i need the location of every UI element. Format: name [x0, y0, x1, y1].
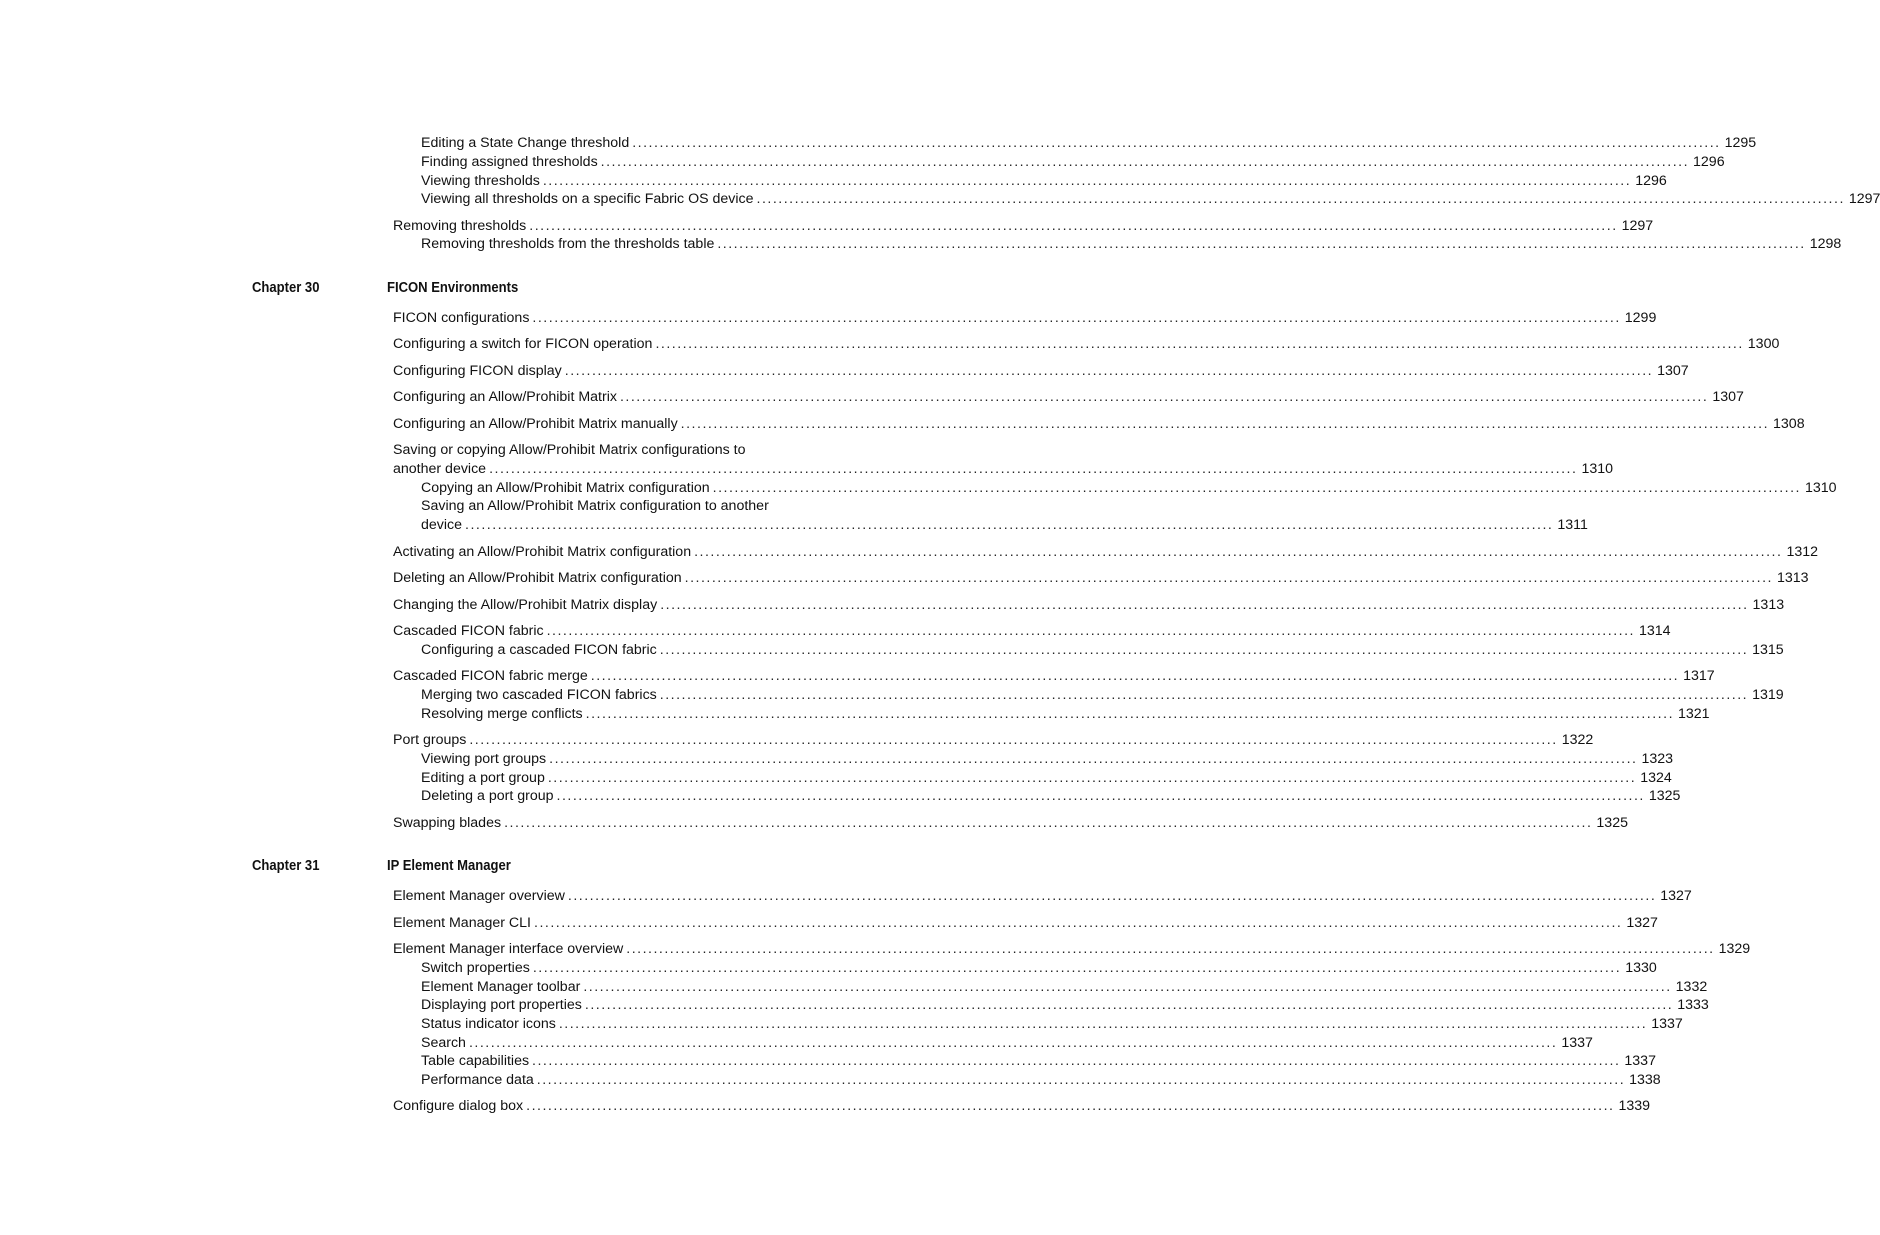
leader-dots: ........................................................................................................................................................................................................	[567, 888, 1657, 904]
leader-dots: ........................................................................................................................................................................................................	[756, 191, 1845, 207]
leader-dots: ........................................................................................................................................................................................................	[558, 1016, 1648, 1032]
leader-dots: ........................................................................................................................................................................................................	[532, 960, 1622, 976]
entry-page: 1296	[1635, 173, 1667, 189]
entry-title: Removing thresholds from the thresholds table	[421, 236, 715, 252]
chapter-label: Chapter 31	[252, 858, 320, 874]
toc-entry[interactable]	[421, 1071, 1661, 1090]
entry-page: 1329	[1718, 941, 1751, 957]
toc-entry[interactable]	[421, 1034, 1593, 1053]
toc-entry[interactable]	[421, 996, 1709, 1015]
leader-dots: ........................................................................................................................................................................................................	[655, 336, 1744, 352]
entry-title: Activating an Allow/Prohibit Matrix configuration	[393, 544, 692, 560]
entry-title: Status indicator icons	[421, 1016, 556, 1032]
leader-dots: ........................................................................................................................................................................................................	[564, 363, 1654, 379]
entry-title: Viewing port groups	[421, 751, 547, 767]
entry-page: 1327	[1626, 915, 1658, 931]
entry-page: 1299	[1624, 310, 1657, 326]
leader-dots: ........................................................................................................................................................................................................	[712, 480, 1801, 496]
entry-page: 1325	[1596, 815, 1628, 831]
entry-page: 1317	[1683, 668, 1715, 684]
entry-title: Deleting an Allow/Prohibit Matrix configuration	[393, 570, 682, 586]
leader-dots: ........................................................................................................................................................................................................	[532, 310, 1621, 326]
leader-dots: ........................................................................................................................................................................................................	[684, 570, 1773, 586]
toc-entry[interactable]	[393, 667, 1715, 686]
entry-title: Cascaded FICON fabric merge	[393, 668, 588, 684]
leader-dots: ........................................................................................................................................................................................................	[526, 1098, 1615, 1114]
leader-dots: ........................................................................................................................................................................................................	[584, 997, 1674, 1013]
entry-page: 1300	[1747, 336, 1780, 352]
leader-dots: ........................................................................................................................................................................................................	[600, 154, 1690, 170]
entry-title: Performance data	[421, 1072, 534, 1088]
entry-title: Editing a port group	[421, 770, 545, 786]
entry-page: 1319	[1752, 687, 1784, 703]
toc-entry[interactable]	[421, 959, 1657, 978]
leader-dots: ........................................................................................................................................................................................................	[583, 979, 1672, 995]
leader-dots: ........................................................................................................................................................................................................	[529, 218, 1618, 234]
chapter-label: Chapter 30	[252, 280, 320, 296]
leader-dots: ........................................................................................................................................................................................................	[585, 706, 1675, 722]
toc-entry[interactable]	[393, 731, 1594, 750]
entry-title: Configuring an Allow/Prohibit Matrix	[393, 389, 617, 405]
leader-dots: ........................................................................................................................................................................................................	[546, 623, 1635, 639]
toc-entry[interactable]	[393, 914, 1658, 933]
entry-title: Deleting a port group	[421, 788, 554, 804]
entry-page: 1337	[1651, 1016, 1683, 1032]
entry-page: 1310	[1805, 480, 1837, 496]
leader-dots: ........................................................................................................................................................................................................	[547, 770, 1637, 786]
entry-page: 1325	[1648, 788, 1681, 804]
entry-title: Viewing all thresholds on a specific Fabric OS device	[421, 191, 754, 207]
toc-entry[interactable]	[393, 1097, 1651, 1116]
entry-title: Viewing thresholds	[421, 173, 540, 189]
entry-page: 1324	[1640, 770, 1672, 786]
leader-dots: ........................................................................................................................................................................................................	[660, 597, 1749, 613]
leader-dots: ........................................................................................................................................................................................................	[694, 544, 1783, 560]
toc-entry[interactable]	[393, 622, 1671, 641]
entry-title: Table capabilities	[421, 1053, 530, 1069]
leader-dots: ........................................................................................................................................................................................................	[680, 416, 1770, 432]
leader-dots: ........................................................................................................................................................................................................	[542, 173, 1632, 189]
entry-title: Resolving merge conflicts	[421, 706, 583, 722]
leader-dots: ........................................................................................................................................................................................................	[659, 642, 1749, 658]
toc-entry[interactable]	[421, 1015, 1683, 1034]
toc-entry[interactable]	[421, 479, 1837, 498]
entry-page: 1333	[1677, 997, 1709, 1013]
toc-entry[interactable]	[393, 217, 1654, 236]
entry-title: Configuring FICON display	[393, 363, 562, 379]
leader-dots: ........................................................................................................................................................................................................	[659, 687, 1749, 703]
entry-page: 1296	[1693, 154, 1725, 170]
entry-title: Editing a State Change threshold	[421, 135, 630, 151]
entry-title: Configuring a cascaded FICON fabric	[421, 642, 657, 658]
entry-page: 1313	[1777, 570, 1809, 586]
leader-dots: ........................................................................................................................................................................................................	[534, 915, 1623, 931]
entry-page: 1338	[1629, 1072, 1661, 1088]
entry-page: 1339	[1618, 1098, 1651, 1114]
leader-dots: ........................................................................................................................................................................................................	[626, 941, 1715, 957]
toc-entry[interactable]	[421, 686, 1784, 705]
entry-title: Changing the Allow/Prohibit Matrix display	[393, 597, 658, 613]
toc-entry[interactable]	[421, 1052, 1656, 1071]
toc-entry[interactable]	[393, 569, 1809, 588]
leader-dots: ........................................................................................................................................................................................................	[536, 1072, 1626, 1088]
toc-entry[interactable]	[421, 750, 1674, 769]
entry-page: 1315	[1752, 642, 1784, 658]
toc-entry[interactable]	[393, 596, 1785, 615]
leader-dots: ........................................................................................................................................................................................................	[469, 732, 1558, 748]
entry-page: 1312	[1786, 544, 1819, 560]
entry-title: device	[421, 516, 463, 533]
entry-title: Configuring an Allow/Prohibit Matrix manually	[393, 416, 678, 432]
chapter-title[interactable]: IP Element Manager	[387, 858, 511, 874]
entry-title: Finding assigned thresholds	[421, 154, 598, 170]
toc-entry[interactable]	[393, 543, 1819, 562]
entry-title: Element Manager toolbar	[421, 979, 581, 995]
entry-title: FICON configurations	[393, 310, 530, 326]
leader-dots: ........................................................................................................................................................................................................	[590, 668, 1680, 684]
leader-dots: ........................................................................................................................................................................................................	[532, 1053, 1621, 1069]
entry-page: 1337	[1624, 1053, 1656, 1069]
leader-dots: ........................................................................................................................................................................................................	[504, 815, 1593, 831]
toc-entry[interactable]	[421, 978, 1708, 997]
entry-title: Configure dialog box	[393, 1098, 524, 1114]
leader-dots: ........................................................................................................................................................................................................	[619, 389, 1709, 405]
entry-page: 1311	[1557, 516, 1588, 533]
entry-page: 1313	[1752, 597, 1785, 613]
entry-page: 1308	[1773, 416, 1805, 432]
entry-title: Search	[421, 1035, 466, 1051]
entry-title: Element Manager interface overview	[393, 941, 624, 957]
entry-title: another device	[393, 460, 487, 477]
entry-page: 1297	[1848, 191, 1880, 207]
entry-page: 1332	[1675, 979, 1708, 995]
entry-title: Swapping blades	[393, 815, 502, 831]
toc-entry[interactable]	[421, 497, 1588, 534]
entry-page: 1297	[1621, 218, 1654, 234]
toc-entry[interactable]	[393, 388, 1744, 407]
toc-entry[interactable]	[393, 940, 1751, 959]
toc-entry[interactable]	[421, 134, 1757, 153]
entry-title: Configuring a switch for FICON operation	[393, 336, 653, 352]
entry-page: 1327	[1660, 888, 1692, 904]
toc-entry[interactable]	[421, 787, 1681, 806]
leader-dots: ........................................................................................................................................................................................................	[632, 135, 1721, 151]
entry-title: Cascaded FICON fabric	[393, 623, 544, 639]
toc-entry[interactable]	[393, 887, 1692, 906]
entry-page: 1295	[1724, 135, 1757, 151]
toc-entry[interactable]	[393, 309, 1657, 328]
entry-title: Merging two cascaded FICON fabrics	[421, 687, 657, 703]
entry-title: Element Manager overview	[393, 888, 565, 904]
leader-dots: ........................................................................................................................................................................................................	[468, 1035, 1558, 1051]
toc-entry[interactable]	[421, 235, 1842, 254]
toc-entry[interactable]	[421, 769, 1672, 788]
entry-page: 1322	[1561, 732, 1594, 748]
entry-title-line1: Saving an Allow/Prohibit Matrix configuration to another	[421, 498, 769, 514]
entry-page: 1307	[1657, 363, 1689, 379]
entry-page: 1307	[1712, 389, 1744, 405]
toc-entry[interactable]	[421, 641, 1784, 660]
entry-title: Element Manager CLI	[393, 915, 532, 931]
entry-title: Copying an Allow/Prohibit Matrix configuration	[421, 480, 710, 496]
chapter-title[interactable]: FICON Environments	[387, 280, 519, 296]
toc-entry[interactable]	[393, 362, 1689, 381]
entry-title: Switch properties	[421, 960, 530, 976]
leader-dots: ........................................................................................................................................................................................................	[549, 751, 1638, 767]
toc-entry[interactable]	[393, 441, 1613, 478]
leader-dots: ........................................................................................................................................................................................................	[717, 236, 1806, 252]
entry-page: 1298	[1809, 236, 1842, 252]
entry-page: 1330	[1625, 960, 1657, 976]
entry-title: Removing thresholds	[393, 218, 527, 234]
entry-page: 1310	[1581, 460, 1613, 477]
entry-page: 1323	[1641, 751, 1674, 767]
toc-entry[interactable]	[421, 153, 1725, 172]
entry-page: 1337	[1561, 1035, 1593, 1051]
leader-dots: ........................................................................................................................................................................................................	[489, 460, 1578, 477]
toc-entry[interactable]	[393, 814, 1628, 833]
toc-entry[interactable]	[421, 705, 1710, 724]
toc-entry[interactable]	[393, 335, 1780, 354]
entry-title: Port groups	[393, 732, 467, 748]
leader-dots: ........................................................................................................................................................................................................	[556, 788, 1645, 804]
entry-page: 1321	[1678, 706, 1710, 722]
toc-entry[interactable]	[393, 415, 1805, 434]
entry-title-line1: Saving or copying Allow/Prohibit Matrix configurations to	[393, 442, 746, 458]
toc-entry[interactable]	[421, 172, 1667, 191]
leader-dots: ........................................................................................................................................................................................................	[465, 516, 1554, 533]
toc-entry[interactable]	[421, 190, 1880, 209]
entry-title: Displaying port properties	[421, 997, 582, 1013]
entry-page: 1314	[1638, 623, 1671, 639]
